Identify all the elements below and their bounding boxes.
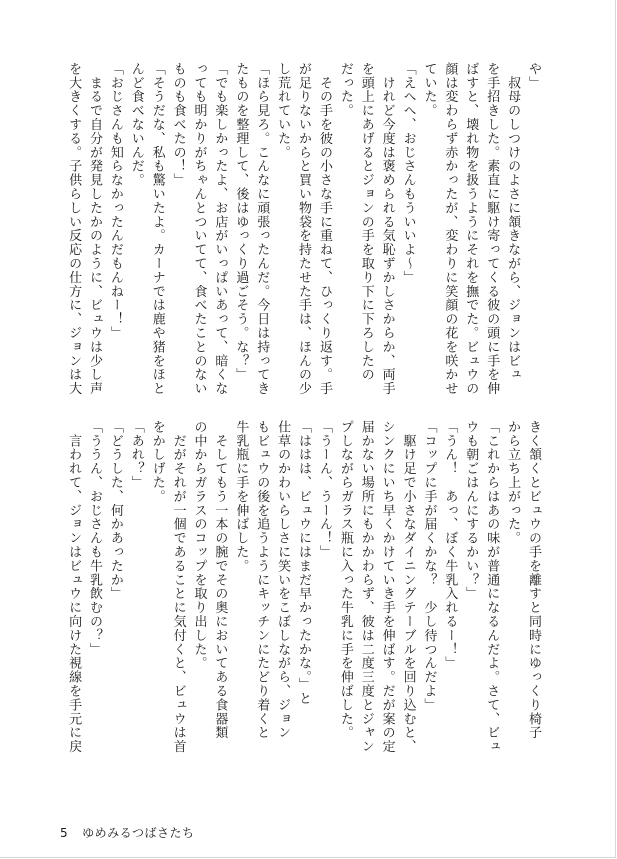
lower-text-line: 駆け足で小さなダイニングテーブルを回り込むと、: [400, 420, 416, 754]
upper-text-line: たものを整理して、後はゆっくり過ごそう。な？」: [233, 62, 249, 382]
upper-text-line: ていた。: [421, 62, 437, 118]
lower-text-block: [66, 420, 543, 800]
upper-text-line: 「えへへ、おじさんもういいよ～」: [400, 62, 416, 285]
upper-text-block: [66, 62, 543, 396]
upper-text-line: 顔は変わらず赤かったが、変わりに笑顔の花を咲かせ: [442, 62, 458, 396]
lower-text-line: 言われて、ジョンはビュウに向けた視線を手元に戻: [66, 420, 82, 754]
lower-text-line: ウも朝ごはんにするかい？」: [463, 420, 479, 601]
lower-text-line: 「ははは、ビュウにはまだ早かったかな。」と: [296, 420, 312, 706]
lower-text-line: をかしげた。: [149, 420, 165, 504]
upper-text-line: し荒れていた。: [275, 62, 291, 160]
upper-text-line: その手を彼の小さな手に重ねて、ひっくり返す。手: [316, 62, 332, 396]
upper-text-line: 「そうだな、私も驚いたよ。カーナでは鹿や猪をほと: [149, 62, 165, 396]
upper-text-line: が足りないからと買い物袋を持たせた手は、ほんの少: [296, 62, 312, 396]
lower-text-line: の中からガラスのコップを取り出した。: [191, 420, 207, 671]
lower-text-line: だがそれが一個であることに気付くと、ビュウは首: [170, 420, 186, 754]
upper-text-line: っても明かりがちゃんとついてて、食べたことのない: [191, 62, 207, 396]
upper-text-line: ものも食べたの！」: [170, 62, 186, 188]
page-footer: [60, 824, 195, 841]
upper-text-line: まるで自分が発見したかのように、ビュウは少し声: [86, 62, 102, 396]
lower-text-line: 仕草のかわいらしさに笑いをこぼしながら、ジョン: [275, 420, 291, 740]
lower-text-line: 「あれ？」: [128, 420, 144, 490]
lower-text-line: そしてもう一本の腕でその奥においてある食器類: [212, 420, 228, 740]
lower-text-line: 「これからはあの味が普通になるんだよ。さて、ビュ: [484, 420, 500, 754]
lower-text-line: 届かない場所にもかかわらず、彼は二度三度とジャン: [358, 420, 374, 754]
upper-text-line: ばすと、壊れ物を扱うようにそれを撫でた。ビュウの: [463, 62, 479, 396]
upper-text-line: 叔母のしつけのよさに頷きながら、ジョンはビュ: [505, 62, 521, 382]
upper-text-line: 「おじさんも知らなかったんだもんねー！」: [107, 62, 123, 340]
lower-text-line: 「うーん、うーん！」: [316, 420, 332, 559]
upper-text-line: だった。: [337, 62, 353, 118]
lower-text-line: 「ううん、おじさんも牛乳飲むの？」: [86, 420, 102, 657]
upper-text-line: 「ほら見ろ。こんなに頑張ったんだ。今日は持ってき: [254, 62, 270, 396]
book-title: ゆめみるつばさたち: [82, 826, 195, 840]
lower-text-line: きく頷くとビュウの手を離すと同時にゆっくり椅子: [526, 420, 541, 740]
lower-text-line: もビュウの後を追うようにキッチンにたどり着くと: [254, 420, 270, 740]
upper-text-line: を頭上にあげるとジョンの手を取り下に下ろしたの: [358, 62, 374, 382]
lower-text-line: 「コップに手が届くかな？ 少し待つんだよ」: [421, 420, 437, 712]
lower-text-line: 「どうした、何かあったか」: [107, 420, 123, 601]
upper-text-line: 「でも楽しかったよ、お店がいっぱいあって、暗くな: [212, 62, 228, 396]
lower-text-line: から立ち上がった。: [505, 420, 521, 546]
lower-text-line: プしながらガラス瓶に入った牛乳に手を伸ばした。: [337, 420, 353, 740]
upper-text-line: を手招きした。素直に駆け寄ってくる彼の頭に手を伸: [484, 62, 500, 396]
lower-text-line: シンクにいち早くかけていき手を伸ばす。だが案の定: [379, 420, 395, 754]
upper-text-line: や」: [526, 62, 541, 90]
upper-text-line: けれど今度は褒められる気恥ずかしさからか、両手: [379, 62, 395, 396]
upper-text-line: を大きくする。子供らしい反応の仕方に、ジョンは大: [66, 62, 82, 396]
lower-text-line: 「うん！ あっ、ぼく牛乳入れるー！」: [442, 420, 458, 671]
lower-text-line: 牛乳瓶に手を伸ばした。: [233, 420, 249, 573]
page-number: 5: [60, 826, 69, 840]
upper-text-line: んど食べないんだ。: [128, 62, 144, 188]
